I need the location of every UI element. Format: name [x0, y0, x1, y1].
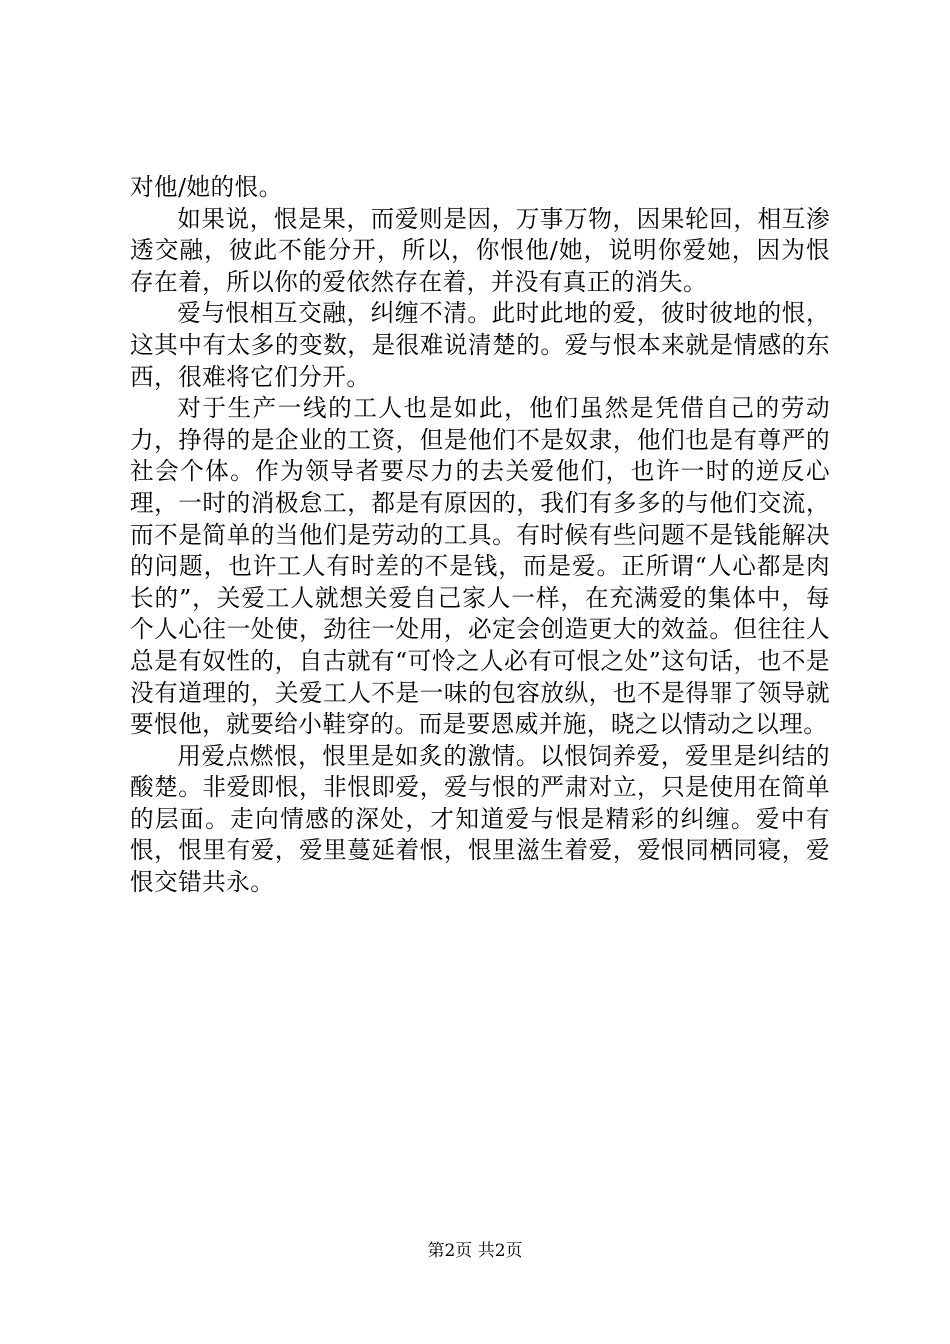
paragraph-continued: 对他/她的恨。 — [130, 173, 283, 201]
paragraph-love-hate-intertwined: 爱与恨相互交融，纠缠不清。此时此地的爱，彼时彼地的恨，这其中有太多的变数，是很难说清楚的。爱与恨本来就是情感的东西，很难将它们分开。 — [130, 299, 830, 391]
page-number-footer: 第2页 共2页 — [427, 1241, 523, 1261]
paragraph-frontline-workers: 对于生产一线的工人也是如此，他们虽然是凭借自己的劳动力，挣得的是企业的工资，但是他们不是奴隶，他们也是有尊严的社会个体。作为领导者要尽力的去关爱他们，也许一时的逆反心理，一时的消极怠工，都是有原因的，我们有多多的与他们交流，而不是简单的当他们是劳动的工具。有时候有些问题不是钱能解决的问题，也许工人有时差的不是钱，而是爱。正所谓“人心都是肉长的”，关爱工人就想关爱自己家人一样，在充满爱的集体中，每个人心往一处使，劲往一处用，必定会创造更大的效益。但往往人总是有奴性的，自古就有“可怜之人必有可恨之处”这句话，也不是没有道理的，关爱工人不是一味的包容放纵，也不是得罪了领导就要恨他，就要给小鞋穿的。而是要恩威并施，晓之以情动之以理。 — [130, 394, 830, 739]
paragraph-cause-effect: 如果说，恨是果，而爱则是因，万事万物，因果轮回，相互渗透交融，彼此不能分开，所以，你恨他/她，说明你爱她，因为恨存在着，所以你的爱依然存在着，并没有真正的消失。 — [130, 204, 830, 296]
paragraph-conclusion: 用爱点燃恨，恨里是如炙的激情。以恨饲养爱，爱里是纠结的酸楚。非爱即恨，非恨即爱，爱与恨的严肃对立，只是使用在简单的层面。走向情感的深处，才知道爱与恨是精彩的纠缠。爱中有恨，恨里有爱，爱里蔓延着恨，恨里滋生着爱，爱恨同栖同寝，爱恨交错共永。 — [130, 741, 830, 897]
document-body — [130, 172, 830, 899]
